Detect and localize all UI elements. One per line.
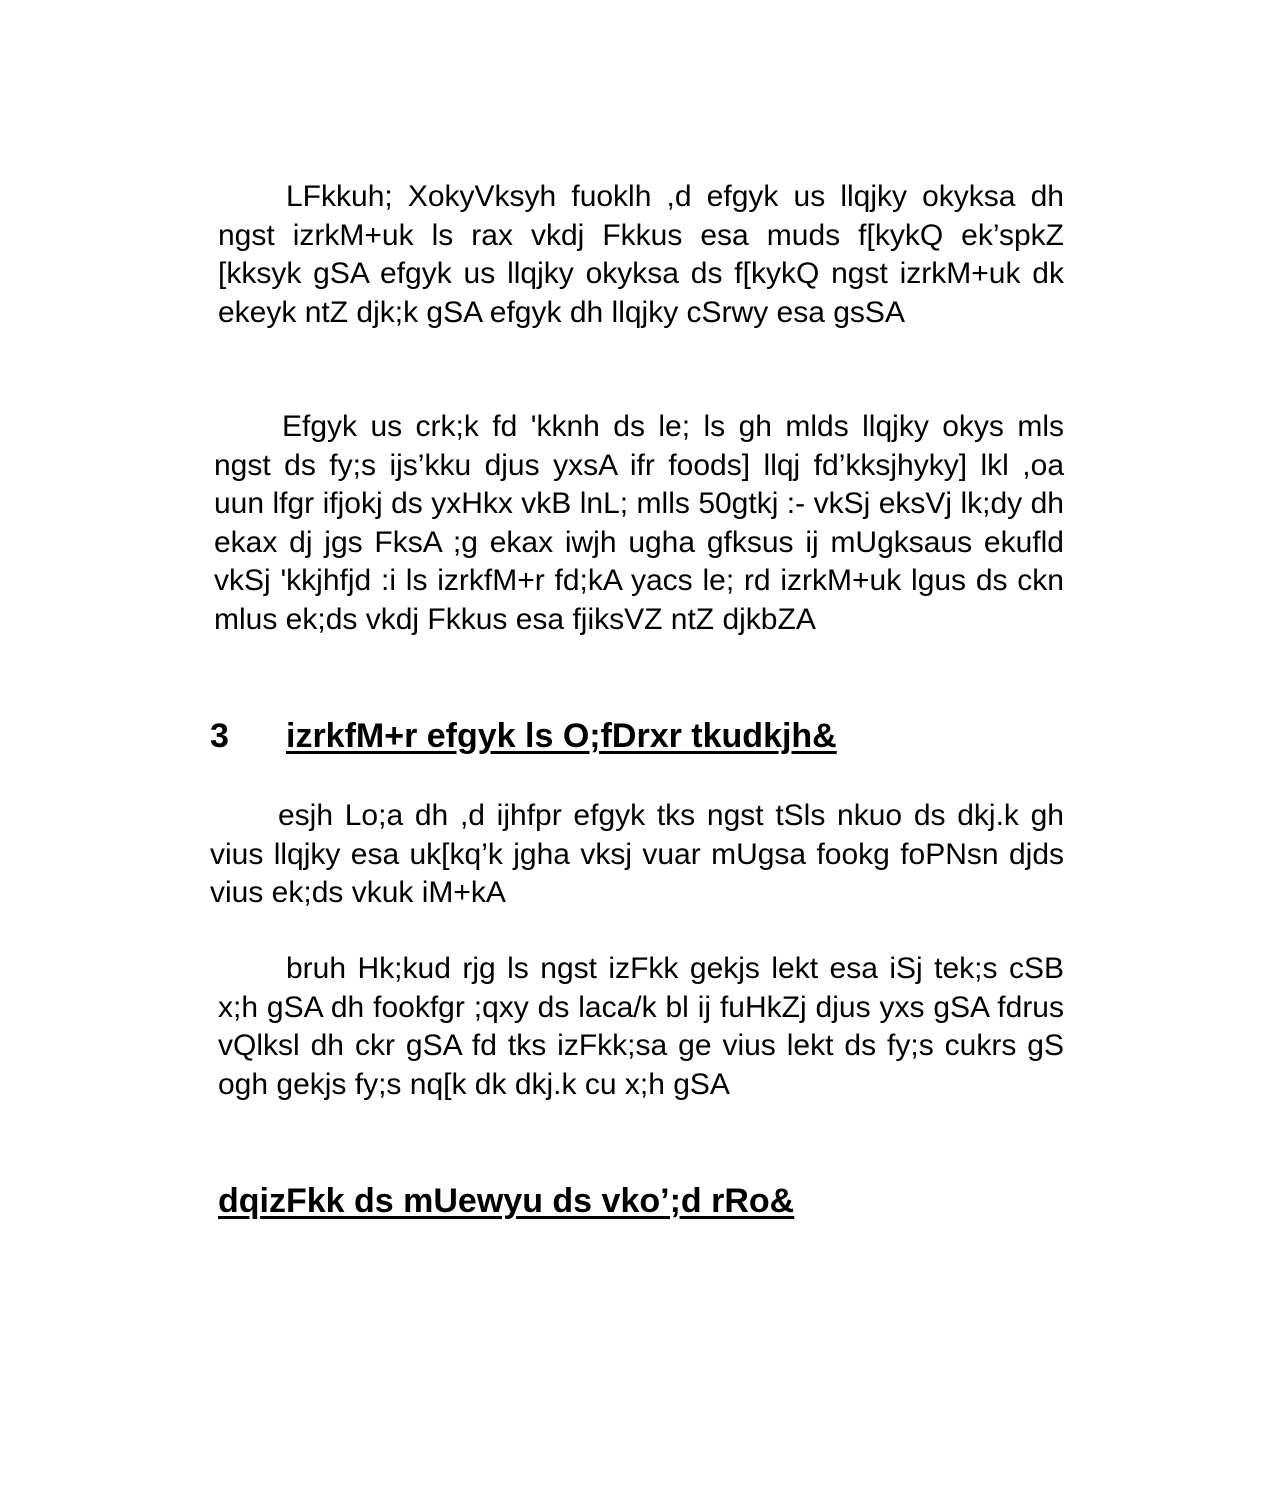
paragraph-3: esjh Lo;a dh ,d ijhfpr efgyk tks ngst tSls nkuo ds dkj.k gh vius llqjky esa uk[kq’k jgha vksj vuar mUgsa fookg foPNsn djds vius ek;ds vkuk iM+kA — [210, 799, 1064, 909]
section-number: 3 — [210, 717, 229, 755]
sub-heading-title: dqizFkk ds mUewyu ds vko’;d rRo& — [218, 1182, 795, 1220]
section-title: izrkfM+r efgyk ls O;fDrxr tkudkjh& — [286, 717, 837, 755]
section-heading — [210, 715, 837, 757]
paragraph-1: LFkkuh; XokyVksyh fuoklh ,d efgyk us llqjky okyksa dh ngst izrkM+uk ls rax vkdj Fkkus esa muds f[kykQ ek’spkZ [kksyk gSA efgyk us llqjky okyksa ds f[kykQ ngst izrkM+uk dk ekeyk ntZ djk;k gSA efgyk dh llqjky cSrwy esa gsSA — [218, 180, 1064, 329]
paragraph-2: Efgyk us crk;k fd 'kknh ds le; ls gh mlds llqjky okys mls ngst ds fy;s ijs’kku djus yxsA ifr foods] llqj fd’kksjhyky] lkl ,oa uun lfgr ifjokj ds yxHkx vkB lnL; mlls 50gtkj :- vkSj eksVj lk;dy dh ekax dj jgs FksA ;g ekax iwjh ugha gfksus ij mUgksaus ekufld vkSj 'kkjhfjd :i ls izrkfM+r fd;kA yacs le; rd izrkM+uk lgus ds ckn mlus ek;ds vkdj Fkkus esa fjiksVZ ntZ djkbZA — [214, 410, 1064, 636]
sub-heading — [218, 1180, 794, 1222]
paragraph-4: bruh Hk;kud rjg ls ngst izFkk gekjs lekt esa iSj tek;s cSB x;h gSA dh fookfgr ;qxy ds laca/k bl ij fuHkZj djus yxs gSA fdrus vQlksl dh ckr gSA fd tks izFkk;sa ge vius lekt ds fy;s cukrs gS ogh gekjs fy;s nq[k dk dkj.k cu x;h gSA — [218, 952, 1064, 1101]
